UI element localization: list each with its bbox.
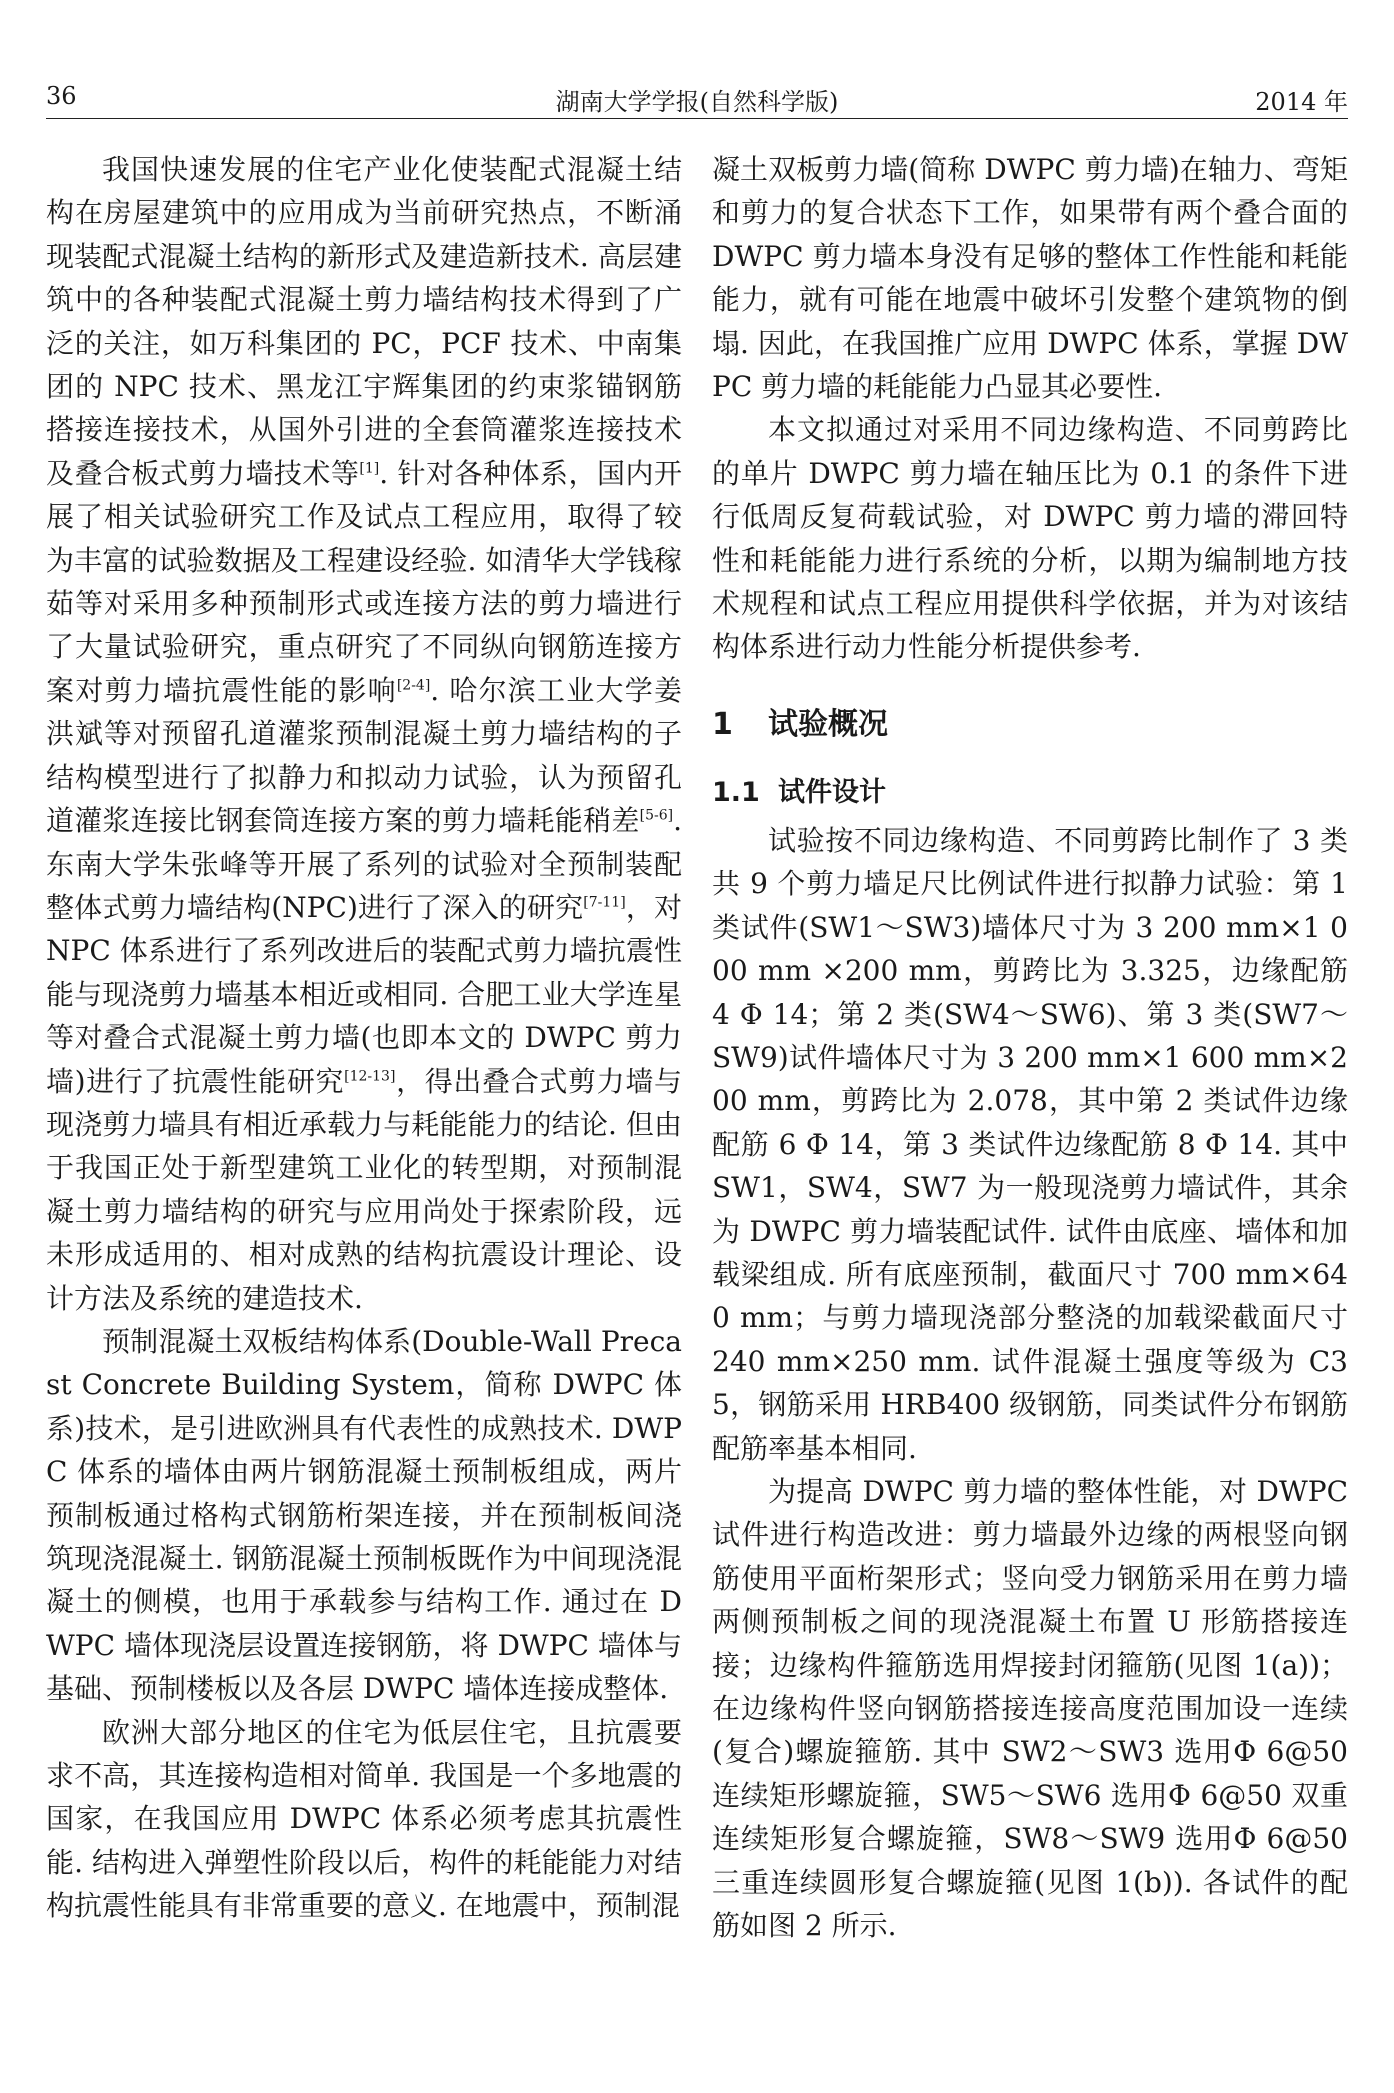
- subsection-title: 试件设计: [778, 776, 886, 808]
- journal-title: 湖南大学学报(自然科学版): [555, 88, 839, 116]
- citation-ref: [5-6]: [639, 807, 674, 824]
- citation-ref: [7-11]: [583, 894, 626, 911]
- text-run: ，得出叠合式剪力墙与现浇剪力墙具有相近承载力与耗能能力的结论. 但由于我国正处于新型建筑工业化的转型期，对预制混凝土剪力墙结构的研究与应用尚处于探索阶段，远未形成适用的、相对成熟的结构抗震设计理论、设计方法及系统的建造技术.: [46, 1064, 682, 1315]
- citation-ref: [1]: [359, 460, 380, 477]
- intro-paragraph-4: 本文拟通过对采用不同边缘构造、不同剪跨比的单片 DWPC 剪力墙在轴压比为 0.1 的条件下进行低周反复荷载试验，对 DWPC 剪力墙的滞回特性和耗能能力进行系统的分析，以期为编制地方技术规程和试点工程应用提供科学依据，并为对该结构体系进行动力性能分析提供参考.: [712, 413, 1348, 664]
- text-run: 我国快速发展的住宅产业化使装配式混凝土结构在房屋建筑中的应用成为当前研究热点，不断涌现装配式混凝土结构的新形式及建造新技术. 高层建筑中的各种装配式混凝土剪力墙结构技术得到了广泛的关注，如万科集团的 PC，PCF 技术、中南集团的 NPC 技术、黑龙江宇辉集团的约束浆锚钢筋搭接连接技术，从国外引进的全套筒灌浆连接技术及叠合板式剪力墙技术等: [46, 153, 682, 490]
- citation-ref: [2-4]: [396, 677, 431, 694]
- citation-ref: [12-13]: [344, 1068, 396, 1085]
- left-column: [46, 148, 682, 1928]
- section-heading-1: [712, 703, 1348, 747]
- intro-paragraph-2: 预制混凝土双板结构体系(Double-Wall Precast Concrete Building System，简称 DWPC 体系)技术，是引进欧洲具有代表性的成熟技术. DWPC 体系的墙体由两片钢筋混凝土预制板组成，两片预制板通过格构式钢筋桁架连接，并在预制板间浇筑现浇混凝土. 钢筋混凝土预制板既作为中间现浇混凝土的侧模，也用于承载参与结构工作. 通过在 DWPC 墙体现浇层设置连接钢筋，将 DWPC 墙体与基础、预制楼板以及各层 DWPC 墙体连接成整体.: [46, 1324, 682, 1706]
- intro-paragraph-3-continued: 凝土双板剪力墙(简称 DWPC 剪力墙)在轴力、弯矩和剪力的复合状态下工作，如果带有两个叠合面的 DWPC 剪力墙本身没有足够的整体工作性能和耗能能力，就有可能在地震中破坏引发整个建筑物的倒塌. 因此，在我国推广应用 DWPC 体系，掌握 DWPC 剪力墙的耗能能力凸显其必要性.: [712, 153, 1348, 404]
- running-header: [46, 78, 1348, 119]
- specimen-design-paragraph: 试验按不同边缘构造、不同剪跨比制作了 3 类共 9 个剪力墙足尺比例试件进行拟静力试验：第 1 类试件(SW1～SW3)墙体尺寸为 3 200 mm×1 000 mm ×200 mm，剪跨比为 3.325，边缘配筋 4 Φ 14；第 2 类(SW4～SW6)、第 3 类(SW7～SW9)试件墙体尺寸为 3 200 mm×1 600 mm×200 mm，剪跨比为 2.078，其中第 2 类试件边缘配筋 6 Φ 14，第 3 类试件边缘配筋 8 Φ 14. 其中 SW1，SW4，SW7 为一般现浇剪力墙试件，其余为 DWPC 剪力墙装配试件. 试件由底座、墙体和加载梁组成. 所有底座预制，截面尺寸 700 mm×640 mm；与剪力墙现浇部分整浇的加载梁截面尺寸 240 mm×250 mm. 试件混凝土强度等级为 C35，钢筋采用 HRB400 级钢筋，同类试件分布钢筋配筋率基本相同.: [712, 823, 1348, 1465]
- construction-improvement-paragraph: 为提高 DWPC 剪力墙的整体性能，对 DWPC 试件进行构造改进：剪力墙最外边缘的两根竖向钢筋使用平面桁架形式；竖向受力钢筋采用在剪力墙两侧预制板之间的现浇混凝土布置 U 形筋搭接连接；边缘构件箍筋选用焊接封闭箍筋(见图 1(a))；在边缘构件竖向钢筋搭接连接高度范围加设一连续(复合)螺旋箍筋. 其中 SW2～SW3 选用Φ 6@50 连续矩形螺旋箍，SW5～SW6 选用Φ 6@50 双重连续矩形复合螺旋箍，SW8～SW9 选用Φ 6@50 三重连续圆形复合螺旋箍(见图 1(b)). 各试件的配筋如图 2 所示.: [712, 1474, 1348, 1943]
- subsection-heading-1-1: [712, 773, 1348, 813]
- publication-year: 2014 年: [1255, 88, 1348, 116]
- right-column: [712, 148, 1348, 1947]
- text-run: . 东南大学朱张峰等开展了系列的试验对全预制装配整体式剪力墙结构(NPC)进行了深入的研究: [46, 804, 682, 924]
- intro-paragraph-1: [46, 148, 682, 1320]
- subsection-number: 1.1: [712, 776, 760, 808]
- text-run: . 针对各种体系，国内开展了相关试验研究工作及试点工程应用，取得了较为丰富的试验数据及工程建设经验. 如清华大学钱稼茹等对采用多种预制形式或连接方法的剪力墙进行了大量试验研究，重点研究了不同纵向钢筋连接方案对剪力墙抗震性能的影响: [46, 456, 682, 707]
- text-run: ，对 NPC 体系进行了系列改进后的装配式剪力墙抗震性能与现浇剪力墙基本相近或相同. 合肥工业大学连星等对叠合式混凝土剪力墙(也即本文的 DWPC 剪力墙)进行了抗震性能研究: [46, 890, 682, 1098]
- section-title: 试验概况: [768, 706, 888, 742]
- text-run: . 哈尔滨工业大学姜洪斌等对预留孔道灌浆预制混凝土剪力墙结构的子结构模型进行了拟静力和拟动力试验，认为预留孔道灌浆连接比钢套筒连接方案的剪力墙耗能稍差: [46, 673, 682, 838]
- section-number: 1: [712, 706, 733, 742]
- intro-paragraph-3: 欧洲大部分地区的住宅为低层住宅，且抗震要求不高，其连接构造相对简单. 我国是一个多地震的国家，在我国应用 DWPC 体系必须考虑其抗震性能. 结构进入弹塑性阶段以后，构件的耗能能力对结构抗震性能具有非常重要的意义. 在地震中，预制混: [46, 1715, 682, 1923]
- page-number: 36: [46, 82, 77, 110]
